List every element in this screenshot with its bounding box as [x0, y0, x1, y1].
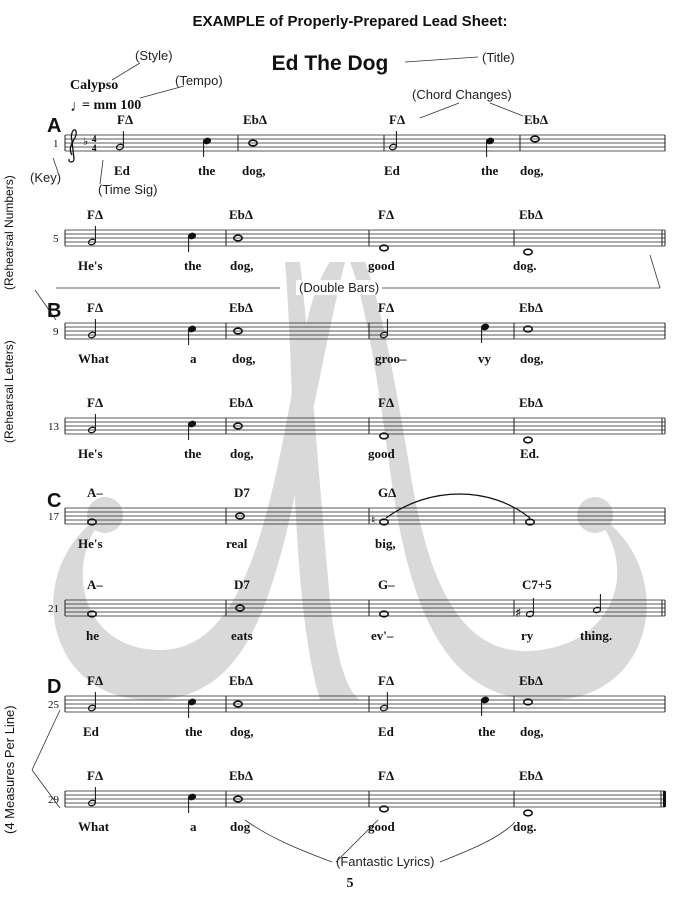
rehearsal-letter-a: A	[47, 115, 62, 137]
chord-symbol: FΔ	[87, 673, 104, 688]
measure-number: 25	[48, 699, 59, 711]
rehearsal-letter-d: D	[47, 676, 62, 698]
measure-number: 29	[48, 794, 59, 806]
lyric-word: a	[190, 819, 197, 834]
chord-symbol: EbΔ	[519, 207, 544, 222]
lyric-word: thing.	[580, 628, 613, 643]
sharp-icon: ♯	[515, 606, 522, 621]
lyric-word: real	[226, 536, 248, 551]
natural-icon: ♮	[371, 513, 376, 527]
lyric-word: Ed	[384, 163, 400, 178]
lyric-word: dog,	[520, 163, 544, 178]
lyric-word: dog.	[513, 819, 537, 834]
chord-symbol: EbΔ	[229, 395, 254, 410]
measure-number: 9	[53, 326, 59, 338]
lyric-word: dog,	[230, 724, 254, 739]
chord-symbol: FΔ	[378, 207, 395, 222]
annotation-double-bars: (Double Bars)	[296, 280, 382, 295]
chord-symbol: A–	[87, 577, 103, 592]
measure-number: 13	[48, 421, 59, 433]
measure-number: 17	[48, 511, 59, 523]
lyric-word: groo–	[375, 351, 407, 366]
lyric-word: the	[478, 724, 496, 739]
lyric-word: Ed	[83, 724, 99, 739]
annotation-rehearsal-letters: (Rehearsal Letters)	[2, 340, 16, 443]
annotation-key: (Key)	[30, 170, 62, 185]
lyric-word: he	[86, 628, 99, 643]
chord-symbol: EbΔ	[524, 112, 549, 127]
lyric-word: Ed.	[520, 446, 540, 461]
lyric-word: dog,	[230, 446, 254, 461]
page-number: 5	[346, 876, 354, 891]
lyric-word: the	[184, 258, 202, 273]
rehearsal-letter-b: B	[47, 300, 62, 322]
lyric-word: the	[184, 446, 202, 461]
annotation-fantastic-lyrics: (Fantastic Lyrics)	[336, 854, 435, 869]
chord-symbol: FΔ	[378, 673, 395, 688]
chord-symbol: D7	[234, 485, 250, 500]
chord-symbol: FΔ	[389, 112, 406, 127]
chord-symbol: FΔ	[117, 112, 134, 127]
lyric-word: He's	[78, 536, 103, 551]
annotation-tempo: (Tempo)	[175, 73, 223, 88]
lyric-word: dog,	[520, 351, 544, 366]
chord-symbol: EbΔ	[229, 300, 254, 315]
chord-symbol: FΔ	[87, 300, 104, 315]
lyric-word: good	[368, 258, 395, 273]
lyric-word: a	[190, 351, 197, 366]
chord-symbol: FΔ	[87, 395, 104, 410]
measure-number: 5	[53, 233, 59, 245]
chord-symbol: D7	[234, 577, 250, 592]
annotation-rehearsal-numbers: (Rehearsal Numbers)	[2, 175, 16, 290]
measure-number: 21	[48, 603, 59, 615]
page-heading: EXAMPLE of Properly-Prepared Lead Sheet:	[192, 13, 508, 30]
chord-symbol: G–	[378, 577, 395, 592]
lyric-word: What	[78, 351, 110, 366]
tempo-marking: = mm 100	[82, 98, 142, 113]
chord-symbol: EbΔ	[229, 673, 254, 688]
lyric-word: ev'–	[371, 628, 394, 643]
time-sig-bottom: 4	[92, 143, 97, 153]
lyric-word: big,	[375, 536, 396, 551]
lyric-word: vy	[478, 351, 491, 366]
annotation-time-sig: (Time Sig)	[98, 182, 158, 197]
chord-symbol: GΔ	[378, 485, 397, 500]
annotation-title: (Title)	[482, 50, 515, 65]
chord-symbol: EbΔ	[229, 207, 254, 222]
lyric-word: the	[481, 163, 499, 178]
lyric-word: dog,	[230, 258, 254, 273]
quarter-note-icon: ♩	[70, 98, 86, 115]
chord-symbol: A–	[87, 485, 103, 500]
annotation-measures-per-line: (4 Measures Per Line)	[2, 705, 17, 834]
flat-icon: ♭	[83, 135, 89, 148]
lyric-word: Ed	[114, 163, 130, 178]
lyric-word: dog,	[242, 163, 266, 178]
song-title: Ed The Dog	[271, 52, 389, 75]
style-label: Calypso	[70, 78, 119, 93]
lyric-word: dog,	[232, 351, 256, 366]
lyric-word: the	[185, 724, 203, 739]
chord-symbol: C7+5	[522, 577, 552, 592]
lyric-word: eats	[231, 628, 253, 643]
chord-symbol: FΔ	[87, 768, 104, 783]
chord-symbol: FΔ	[378, 300, 395, 315]
lyric-word: dog.	[513, 258, 537, 273]
chord-symbol: EbΔ	[519, 395, 544, 410]
measure-number: 1	[53, 138, 59, 150]
chord-symbol: FΔ	[87, 207, 104, 222]
chord-symbol: EbΔ	[243, 112, 268, 127]
chord-symbol: EbΔ	[229, 768, 254, 783]
annotation-chord-changes: (Chord Changes)	[412, 87, 512, 102]
lyric-word: What	[78, 819, 110, 834]
lyric-word: He's	[78, 446, 103, 461]
rehearsal-letter-c: C	[47, 490, 62, 512]
lyric-word: good	[368, 446, 395, 461]
time-sig-top: 4	[92, 134, 97, 144]
lyric-word: good	[368, 819, 395, 834]
chord-symbol: EbΔ	[519, 768, 544, 783]
chord-symbol: FΔ	[378, 768, 395, 783]
lyric-word: Ed	[378, 724, 394, 739]
chord-symbol: EbΔ	[519, 673, 544, 688]
lyric-word: ry	[521, 628, 534, 643]
chord-symbol: EbΔ	[519, 300, 544, 315]
lyric-word: He's	[78, 258, 103, 273]
chord-symbol: FΔ	[378, 395, 395, 410]
lyric-word: the	[198, 163, 216, 178]
annotation-style: (Style)	[135, 48, 173, 63]
lyric-word: dog	[230, 819, 251, 834]
lyric-word: dog,	[520, 724, 544, 739]
